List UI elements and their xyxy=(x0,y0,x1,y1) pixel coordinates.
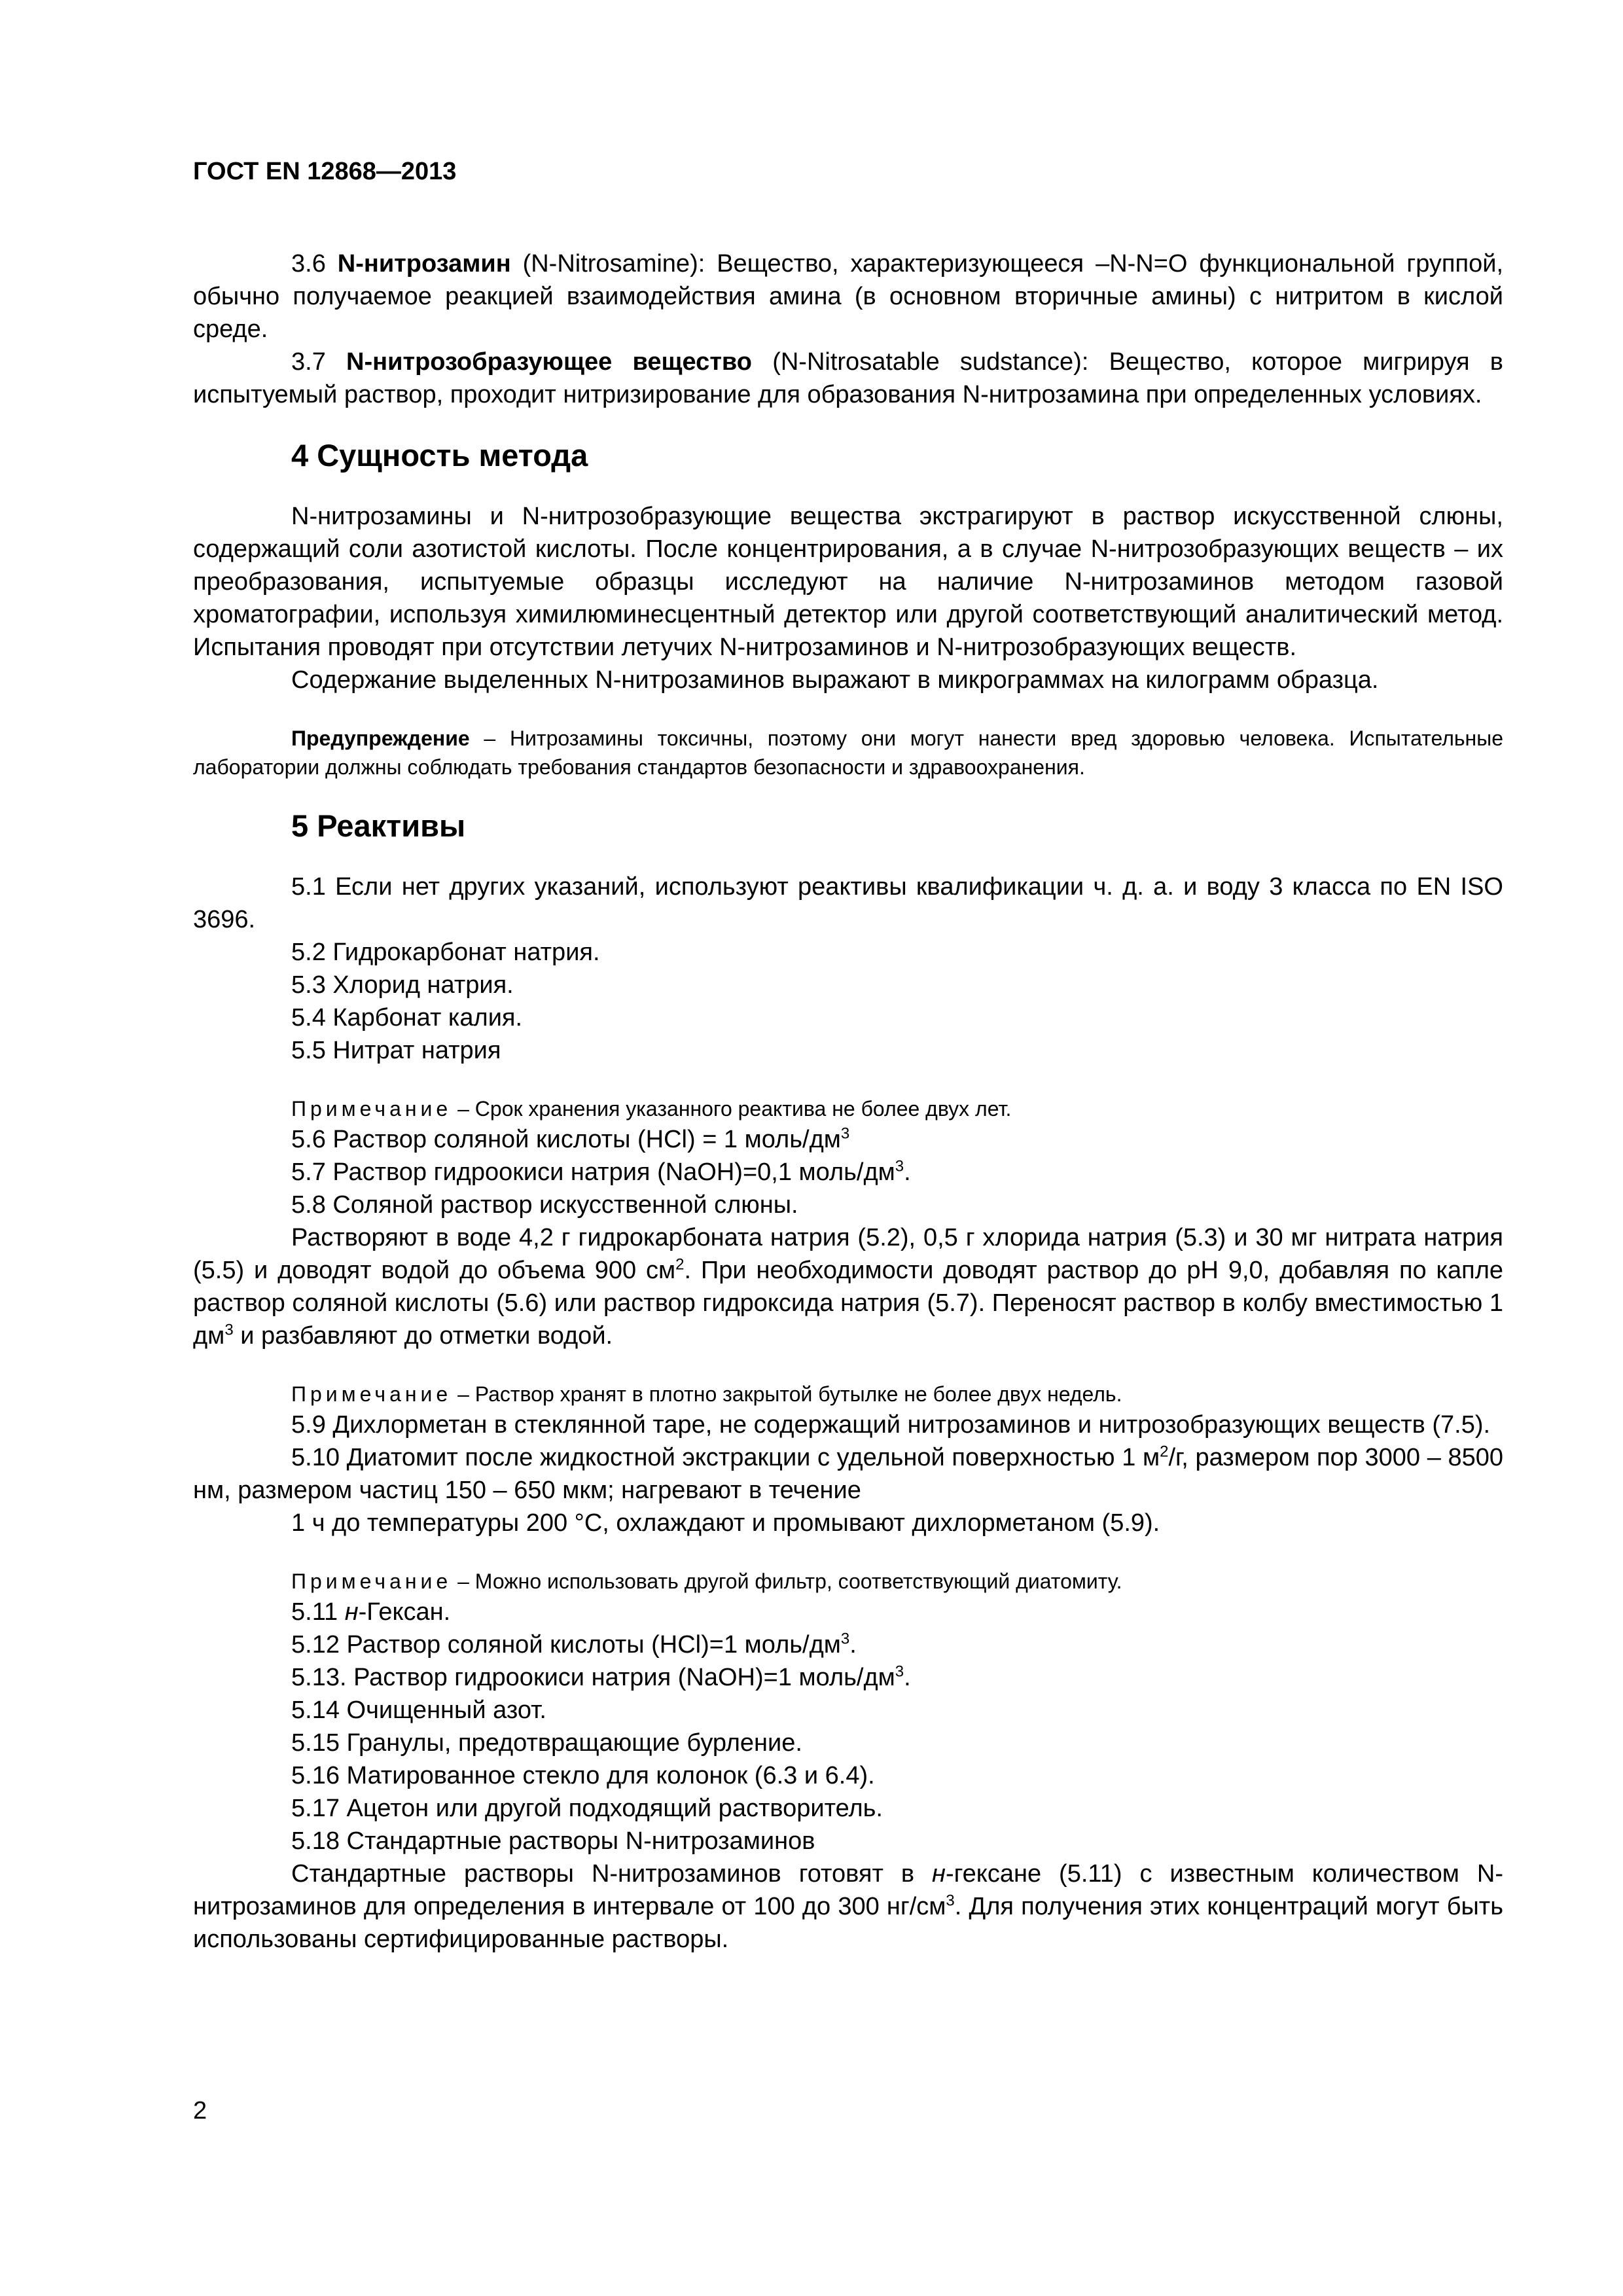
item-5-4: 5.4 Карбонат калия. xyxy=(291,1004,523,1031)
item-5-2: 5.2 Гидрокарбонат натрия. xyxy=(291,939,600,966)
page-number: 2 xyxy=(193,2097,207,2125)
item-5-8: 5.8 Соляной раствор искусственной слюны. xyxy=(291,1191,798,1219)
warning-label: Предупреждение xyxy=(291,726,470,750)
item-5-10: 5.10 Диатомит после жидкостной экстракции с удельной поверхностью 1 $м^2/г$, размером пор 3000 – 8500 нм, размером частиц 150 – 650 мкм; нагревают в течение xyxy=(193,1443,1504,1504)
item-5-14: 5.14 Очищенный азот. xyxy=(291,1696,546,1724)
note-label: Примечание xyxy=(291,1382,452,1406)
definition-3-6: 3.6 N-нитрозамин (N-Nitrosamine): Вещество, характеризующееся –N-N=O функциональной группой, обычно получаемое реакцией взаимодействия амина (в основном вторичные амины) с нитритом в кислой среде. xyxy=(193,250,1503,343)
item-5-11: 5.11 н-Гексан. xyxy=(291,1598,451,1626)
section-5-heading: 5 Реактивы xyxy=(291,808,466,843)
item-5-3: 5.3 Хлорид натрия. xyxy=(291,971,514,999)
item-5-8-procedure: Растворяют в воде 4,2 г гидрокарбоната натрия (5.2), 0,5 г хлорида натрия (5.3) и 30 мг нитрата натрия (5.5) и доводят водой до объема 900 $см^2$. При необходимости доводят раствор до рН 9,0, добавляя по капле раствор соляной кислоты (5.6) или раствор гидроксида натрия (5.7). Переносят раствор в колбу вместимостью 1 $дм^3$ и разбавляют до отметки водой. xyxy=(193,1224,1504,1350)
note-2: Примечание – Раствор хранят в плотно закрытой бутылке не более двух недель. xyxy=(291,1382,1122,1406)
item-5-15: 5.15 Гранулы, предотвращающие бурление. xyxy=(291,1729,802,1757)
item-5-10-continued: 1 ч до температуры 200 °С, охлаждают и промывают дихлорметаном (5.9). xyxy=(291,1509,1160,1537)
term-n-nitrosatable-substance: N-нитрозобразующее вещество xyxy=(346,348,752,376)
section-4-heading: 4 Сущность метода xyxy=(291,438,588,473)
note-3: Примечание – Можно использовать другой фильтр, соответствующий диатомиту. xyxy=(291,1570,1122,1593)
item-5-5: 5.5 Нитрат натрия xyxy=(291,1037,501,1064)
section-4-paragraph-2: Содержание выделенных N-нитрозаминов выражают в микрограммах на килограмм образца. xyxy=(291,666,1379,694)
item-5-17: 5.17 Ацетон или другой подходящий растворитель. xyxy=(291,1795,883,1822)
item-5-1: 5.1 Если нет других указаний, используют реактивы квалификации ч. д. а. и воду 3 класса по EN ISO 3696. xyxy=(193,873,1503,933)
definition-3-7: 3.7 N-нитрозобразующее вещество (N-Nitrosatable sudstance): Вещество, которое мигрируя в испытуемый раствор, проходит нитризирование для образования N-нитрозамина при определенных условиях. xyxy=(193,348,1503,408)
item-5-16: 5.16 Матированное стекло для колонок (6.3 и 6.4). xyxy=(291,1762,875,1789)
item-5-13: 5.13. Раствор гидроокиси натрия (NaOH)=1 моль/$дм^3$. xyxy=(291,1662,911,1691)
item-5-9: 5.9 Дихлорметан в стеклянной таре, не содержащий нитрозаминов и нитрозобразующих веществ (7.5). xyxy=(291,1411,1491,1439)
item-5-18-description: Стандартные растворы N-нитрозаминов готовят в н-гексане (5.11) с известным количеством N-нитрозаминов для определения в интервале от 100 до 300 $нг/см^3$. Для получения этих концентраций могут быть использованы сертифицированные растворы. xyxy=(193,1860,1503,1953)
item-5-18: 5.18 Стандартные растворы N-нитрозаминов xyxy=(291,1827,815,1855)
note-label: Примечание xyxy=(291,1570,452,1593)
note-1: Примечание – Срок хранения указанного реактива не более двух лет. xyxy=(291,1097,1012,1121)
note-label: Примечание xyxy=(291,1097,452,1121)
item-5-6: 5.6 Раствор соляной кислоты (HCl) = 1 моль/$дм^3$ xyxy=(291,1124,850,1153)
document-body xyxy=(193,247,1503,1956)
warning-note: Предупреждение – Нитрозамины токсичны, поэтому они могут нанести вред здоровью человека. Испытательные лаборатории должны соблюдать требования стандартов безопасности и здравоохранения. xyxy=(193,726,1503,779)
item-5-12: 5.12 Раствор соляной кислоты (HCl)=1 моль/$дм^3$. xyxy=(291,1630,857,1659)
section-4-paragraph-1: N-нитрозамины и N-нитрозобразующие вещества экстрагируют в раствор искусственной слюны, содержащий соли азотистой кислоты. После концентрирования, а в случае N-нитрозобразующих веществ – их преобразования, испытуемые образцы исследуют на наличие N-нитрозаминов методом газовой хроматографии, используя химилюминесцентный детектор или другой соответствующий аналитический метод. Испытания проводят при отсутствии летучих N-нитрозаминов и N-нитрозобразующих веществ. xyxy=(193,503,1503,661)
term-n-nitrosamine: N-нитрозамин xyxy=(337,250,511,278)
document-header: ГОСТ EN 12868—2013 xyxy=(193,158,457,185)
item-5-7: 5.7 Раствор гидроокиси натрия (NaOH)=0,1 моль/$дм^3$. xyxy=(291,1157,911,1186)
